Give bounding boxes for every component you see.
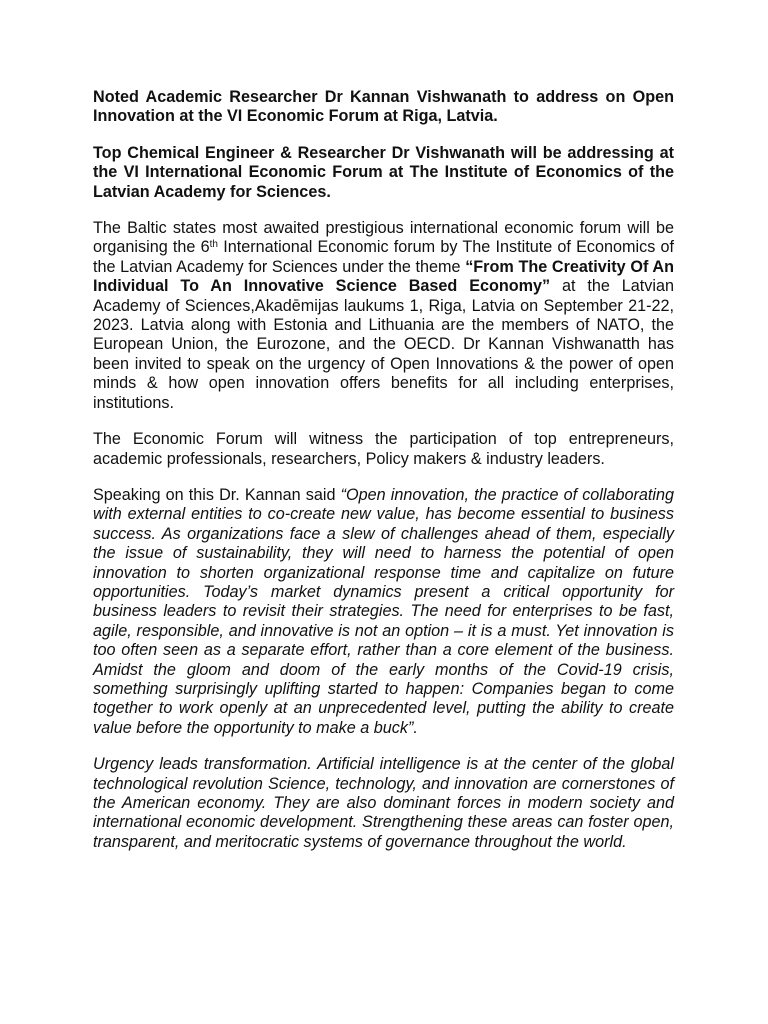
quote-paragraph bbox=[93, 486, 674, 738]
quote-text: “Open innovation, the practice of collaborating with external entities to co-create new value, has become essential to business success. As organizations face a slew of challenges ahead of them, especially the issue of sustainability, they will need to harness the potential of open innovation to shorten organizational response time and capitalize on future opportunities. Today’s market dynamics present a critical opportunity for business leaders to revisit their strategies. The need for enterprises to be fast, agile, responsible, and innovative is not an option – it is a must. Yet innovation is too often seen as a separate effort, rather than a core element of the business. Amidst the gloom and doom of the early months of the Covid-19 crisis, something surprisingly uplifting started to happen: Companies began to come together to work openly at an unprecedented level, putting the ability to create value before the opportunity to make a buck”. bbox=[93, 485, 674, 737]
subheadline: Top Chemical Engineer & Researcher Dr Vishwanath will be addressing at the VI International Economic Forum at The Institute of Economics of the Latvian Academy for Sciences. bbox=[93, 143, 674, 201]
quote-intro: Speaking on this Dr. Kannan said bbox=[93, 485, 341, 504]
forum-theme: “From The Creativity Of An Individual To An Innovative Science Based Economy” bbox=[93, 257, 674, 296]
forum-paragraph-part3: at the Latvian Academy of Sciences,Akadēmijas laukums 1, Riga, Latvia on September 21-22, 2023. Latvia along with Estonia and Lithuania are the members of NATO, the European Union, the Eurozone, and the OECD. Dr Kannan Vishwanatth has been invited to speak on the urgency of Open Innovations & the power of open minds & how open innovation offers benefits for all including enterprises, institutions. bbox=[93, 277, 674, 412]
document-page bbox=[93, 88, 674, 869]
forum-paragraph-part2: International Economic forum by The Institute of Economics of the Latvian Academy for Sciences under the theme bbox=[93, 238, 675, 276]
closing-paragraph: Urgency leads transformation. Artificial intelligence is at the center of the global technological revolution Science, technology, and innovation are cornerstones of the American economy. They are also dominant forces in modern society and international economic development. Strengthening these areas can foster open, transparent, and meritocratic systems of governance throughout the world. bbox=[93, 755, 674, 851]
participation-paragraph: The Economic Forum will witness the participation of top entrepreneurs, academic professionals, researchers, Policy makers & industry leaders. bbox=[93, 430, 674, 468]
headline: Noted Academic Researcher Dr Kannan Vishwanath to address on Open Innovation at the VI Economic Forum at Riga, Latvia. bbox=[93, 88, 674, 126]
ordinal-superscript: th bbox=[209, 239, 218, 251]
forum-paragraph-part1: The Baltic states most awaited prestigious international economic forum will be organising the 6 bbox=[93, 219, 674, 257]
forum-paragraph bbox=[93, 219, 674, 413]
